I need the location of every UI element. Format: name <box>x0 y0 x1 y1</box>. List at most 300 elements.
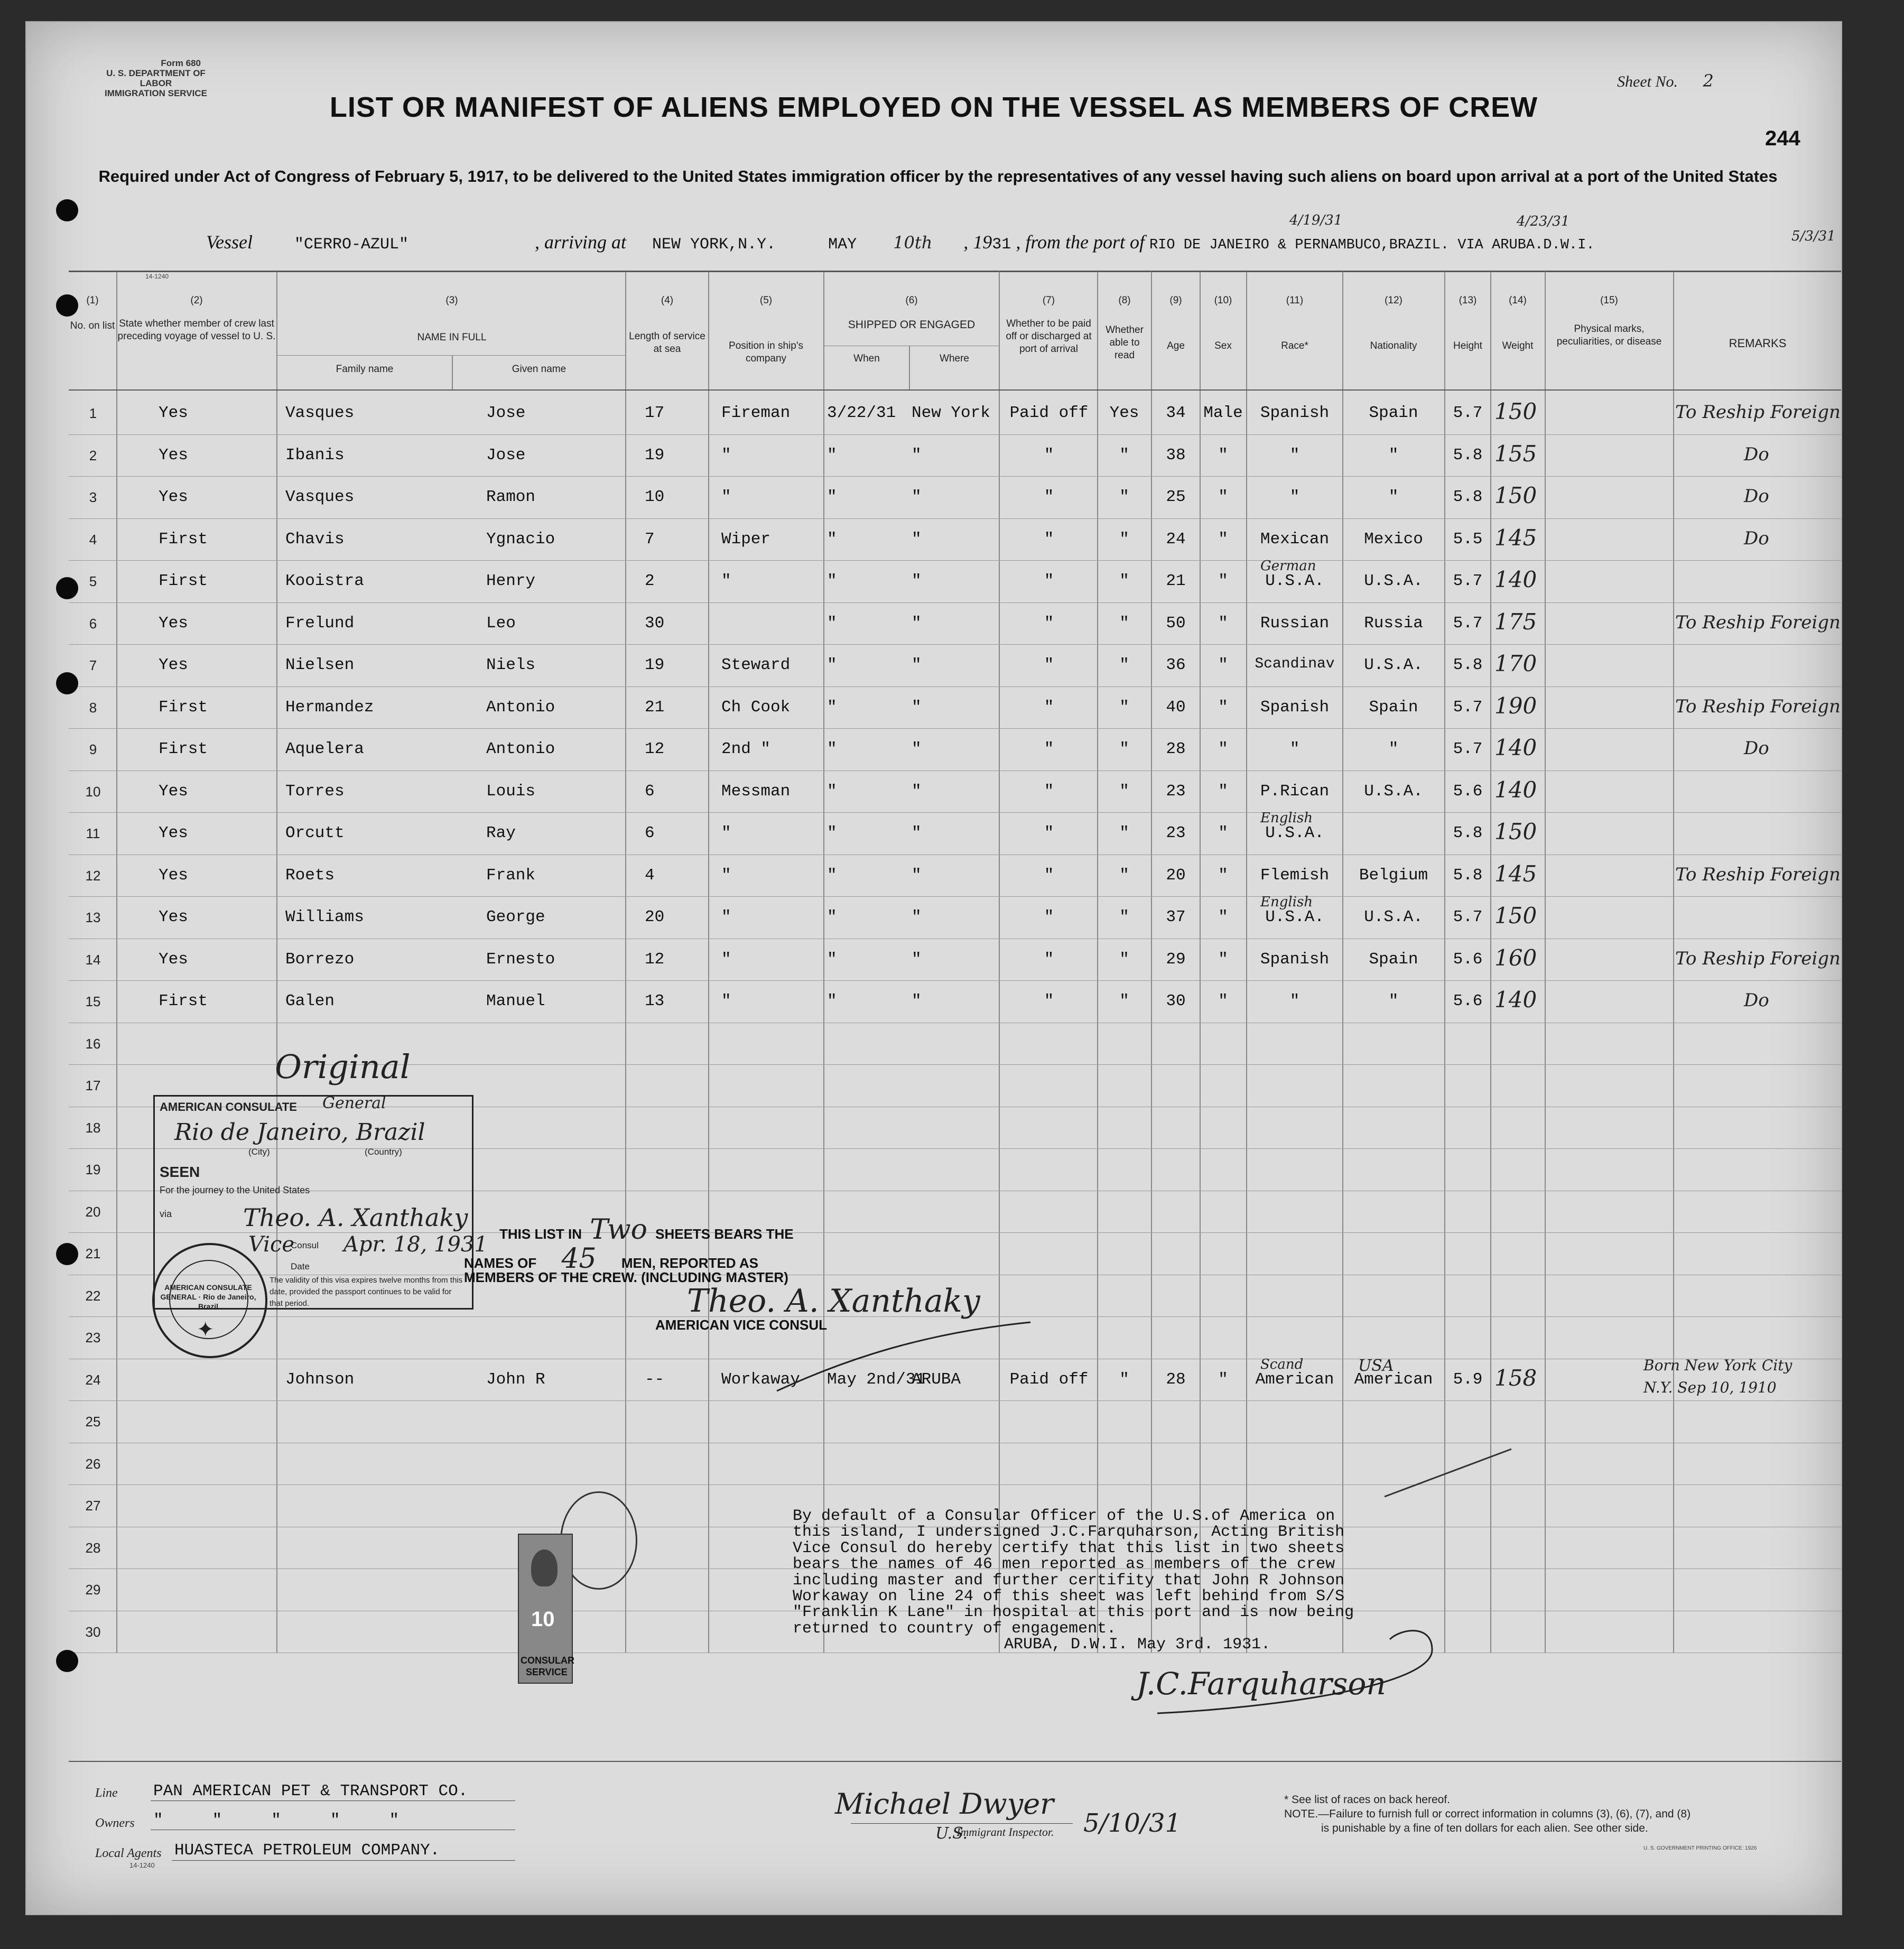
cell-nat: U.S.A. <box>1364 782 1423 801</box>
certification-line: bears the names of 46 men reported as members of the crew <box>793 1555 1335 1574</box>
cell-remarks: Do <box>1744 486 1769 507</box>
cell-where: " <box>912 866 922 885</box>
cell-read: " <box>1119 446 1129 465</box>
col-label-nationality: Nationality <box>1370 340 1417 351</box>
col-num-11: (11) <box>1286 295 1304 306</box>
cell-height: 5.6 <box>1453 950 1483 969</box>
cell-age: 40 <box>1166 698 1186 717</box>
cell-family: Vasques <box>285 404 355 422</box>
cell-age: 24 <box>1166 530 1186 549</box>
row-rule <box>69 644 1841 645</box>
col-header-previous-voyage <box>117 294 276 343</box>
column-rule <box>1545 272 1546 1653</box>
row-number: 24 <box>85 1371 101 1388</box>
owners-label: Owners <box>95 1816 135 1830</box>
cell-paid: " <box>1044 908 1054 926</box>
column-rule <box>1673 272 1674 1653</box>
cell-weight: 170 <box>1494 651 1537 676</box>
cell-where: " <box>912 782 922 801</box>
row-number: 28 <box>85 1539 101 1556</box>
cell-remarks: Born New York City N.Y. Sep 10, 1910 <box>1643 1356 1792 1396</box>
row-rule <box>69 476 1841 477</box>
cell-read: " <box>1119 698 1129 717</box>
cell-position: " <box>721 992 731 1010</box>
page-title: LIST OR MANIFEST OF ALIENS EMPLOYED ON THE VESSEL AS MEMBERS OF CREW <box>329 91 1538 123</box>
cell-height: 5.5 <box>1453 530 1483 549</box>
col-header-sex <box>1201 294 1246 352</box>
cell-family: Torres <box>285 782 345 801</box>
cell-when: " <box>827 908 837 926</box>
cell-read: " <box>1119 782 1129 801</box>
cell-weight: 150 <box>1494 482 1537 508</box>
cell-read: Yes <box>1109 404 1139 422</box>
row-number: 29 <box>85 1582 101 1598</box>
col-num-2: (2) <box>190 295 203 306</box>
cell-sex: " <box>1218 698 1228 717</box>
service-name: IMMIGRATION SERVICE <box>105 88 207 98</box>
col-label-remarks: REMARKS <box>1729 337 1787 350</box>
cell-where: New York <box>912 404 990 422</box>
cell-given: Jose <box>486 446 526 465</box>
cell-given: Manuel <box>486 992 545 1010</box>
inspector-underline <box>851 1823 1073 1824</box>
cell-where: " <box>912 992 922 1010</box>
sheets-part4: MEN, REPORTED AS <box>621 1255 758 1271</box>
cell-paid: Paid off <box>1009 404 1089 422</box>
cell-family: Hermandez <box>285 698 374 717</box>
cell-height: 5.7 <box>1453 614 1483 633</box>
cell-remarks: Do <box>1744 990 1769 1011</box>
cell-family: Chavis <box>285 530 345 549</box>
row-number: 15 <box>85 994 101 1009</box>
printer-credit: U. S. GOVERNMENT PRINTING OFFICE: 1926 <box>1643 1845 1757 1851</box>
row-rule <box>69 686 1841 687</box>
cell-age: 37 <box>1166 908 1186 926</box>
cell-paid: " <box>1044 698 1054 717</box>
cell-height: 5.8 <box>1453 824 1483 842</box>
column-rule <box>708 272 709 1653</box>
cell-read: " <box>1119 530 1129 549</box>
cell-sex: " <box>1218 950 1228 969</box>
row-number: 13 <box>85 909 101 925</box>
cell-race: U.S.A. <box>1265 908 1324 926</box>
cell-height: 5.8 <box>1453 656 1483 674</box>
portrait-icon <box>531 1549 558 1586</box>
vice-consul-title: AMERICAN VICE CONSUL <box>655 1317 828 1333</box>
row-number: 30 <box>85 1623 101 1640</box>
stamp-via: via <box>160 1209 172 1219</box>
col-label-physical-marks: Physical marks, peculiarities, or disease <box>1556 323 1662 347</box>
cell-family: Orcutt <box>285 824 345 842</box>
cell-given: George <box>486 908 545 926</box>
cell-height: 5.7 <box>1453 740 1483 758</box>
stamp-city-label: (City) <box>248 1147 270 1157</box>
footnote-penalty-2: is punishable by a fine of ten dollars for each alien. See other side. <box>1321 1822 1648 1834</box>
cell-when: " <box>827 446 837 465</box>
cell-sex: Male <box>1203 404 1243 422</box>
cell-weight: 145 <box>1494 860 1537 887</box>
cell-family: Roets <box>285 866 335 885</box>
cell-race: " <box>1289 740 1300 758</box>
cell-prev: Yes <box>159 614 188 633</box>
certification-place-date: ARUBA, D.W.I. May 3rd. 1931. <box>1004 1636 1271 1654</box>
cell-prev: Yes <box>159 782 188 801</box>
cell-service: 12 <box>645 950 665 969</box>
cell-sex: " <box>1218 656 1228 674</box>
header-bottom-rule <box>69 389 1841 391</box>
line-label: Line <box>95 1786 118 1800</box>
cell-when: " <box>827 950 837 969</box>
col-header-weight <box>1491 294 1544 352</box>
col-label-when: When <box>853 353 880 364</box>
stamp-consul-label: Consul <box>291 1240 319 1250</box>
cell-service: 2 <box>645 572 655 590</box>
row-rule <box>69 812 1841 813</box>
cell-weight: 145 <box>1494 524 1537 551</box>
agents-underline <box>172 1860 515 1861</box>
row-number: 3 <box>89 489 97 505</box>
col-label-read: Whether able to read <box>1106 324 1144 361</box>
cell-service: 10 <box>645 488 665 506</box>
cell-service: 30 <box>645 614 665 633</box>
cell-service: 4 <box>645 866 655 885</box>
row-number: 18 <box>85 1119 101 1136</box>
col-header-name <box>277 294 626 344</box>
cell-prev: Yes <box>159 866 188 885</box>
cell-height: 5.8 <box>1453 488 1483 506</box>
cell-position: Wiper <box>721 530 771 549</box>
cell-read: " <box>1119 572 1129 590</box>
cell-when: " <box>827 614 837 633</box>
cell-race: American <box>1255 1370 1334 1389</box>
header-top-rule <box>69 271 1841 272</box>
cell-weight: 190 <box>1494 692 1537 719</box>
col-header-age <box>1152 294 1200 352</box>
cell-paid: " <box>1044 992 1054 1010</box>
cell-race: Spanish <box>1260 950 1330 969</box>
cell-family: Williams <box>285 908 364 926</box>
cell-given: Henry <box>486 572 536 590</box>
col-label-weight: Weight <box>1502 340 1534 351</box>
print-code-top: 14-1240 <box>145 273 169 280</box>
departure-port: RIO DE JANEIRO & PERNAMBUCO,BRAZIL. VIA ARUBA.D.W.I. <box>1149 237 1595 253</box>
cell-where: " <box>912 614 922 633</box>
col-num-5: (5) <box>759 295 773 306</box>
cell-age: 38 <box>1166 446 1186 465</box>
cell-paid: " <box>1044 656 1054 674</box>
cell-height: 5.8 <box>1453 446 1483 465</box>
footer-rule <box>69 1761 1841 1762</box>
year-prefix: , 19 <box>963 231 992 253</box>
row-number: 25 <box>85 1414 101 1430</box>
cell-race: P.Rican <box>1260 782 1330 801</box>
col-num-6: (6) <box>905 295 918 306</box>
column-rule <box>116 272 117 1653</box>
nationality-annotation: USA <box>1358 1356 1394 1375</box>
cell-read: " <box>1119 866 1129 885</box>
col-header-paid-off <box>1000 294 1098 356</box>
row-rule <box>69 728 1841 729</box>
print-code-bottom: 14-1240 <box>129 1861 155 1869</box>
certification-line: Workaway on line 24 of this sheet was left behind from S/S <box>793 1588 1345 1606</box>
cell-when: " <box>827 530 837 549</box>
certification-line: By default of a Consular Officer of the U.S.of America on <box>793 1507 1335 1525</box>
cell-when: 3/22/31 <box>827 404 896 422</box>
cell-prev: First <box>159 530 208 549</box>
cell-age: 28 <box>1166 1370 1186 1389</box>
footnote-races: * See list of races on back hereof. <box>1284 1794 1451 1806</box>
col-label-family-name: Family name <box>336 364 394 375</box>
arrival-year: 31 <box>992 236 1011 254</box>
signature-loop <box>1136 1618 1453 1724</box>
cell-when: " <box>827 824 837 842</box>
cell-given: Ramon <box>486 488 536 506</box>
cell-nat: " <box>1388 446 1399 465</box>
manifest-sheet <box>25 21 1842 1915</box>
stamp-place-handwriting: Rio de Janeiro, Brazil <box>174 1119 425 1146</box>
col-label-service: Length of service at sea <box>629 331 705 355</box>
row-number: 21 <box>85 1246 101 1261</box>
farquharson-signature: J.C.Farquharson <box>1136 1666 1386 1702</box>
cell-where: " <box>912 908 922 926</box>
stamp-header-handwriting: General <box>322 1094 386 1112</box>
col-num-3: (3) <box>445 295 458 306</box>
cell-paid: " <box>1044 488 1054 506</box>
row-number: 16 <box>85 1035 101 1052</box>
cell-nat: U.S.A. <box>1364 572 1423 590</box>
cell-remarks: To Reship Foreign <box>1675 695 1841 717</box>
certification-line: "Franklin K Lane" in hospital at this port and is now being <box>793 1603 1354 1622</box>
col-label-where: Where <box>940 353 969 364</box>
certification-line: Vice Consul do hereby certify that this list in two sheets <box>793 1539 1345 1557</box>
col-header-service <box>626 294 708 356</box>
cell-nat: Mexico <box>1364 530 1423 549</box>
cell-given: Frank <box>486 866 536 885</box>
where-divider <box>909 346 910 389</box>
cell-remarks: Do <box>1744 527 1769 549</box>
cell-height: 5.9 <box>1453 1370 1483 1389</box>
cell-weight: 140 <box>1494 776 1537 803</box>
cell-sex: " <box>1218 992 1228 1010</box>
cell-remarks: To Reship Foreign <box>1675 864 1841 885</box>
race-annotation: English <box>1260 894 1313 910</box>
stamp-validity: The validity of this visa expires twelve months from this date, provided the passport continues to be valid for that period. <box>270 1276 463 1308</box>
cell-age: 23 <box>1166 782 1186 801</box>
cell-race: " <box>1289 446 1300 465</box>
vessel-name: "CERRO-AZUL" <box>294 236 409 254</box>
arrival-month: MAY <box>828 236 857 254</box>
stamp-country-label: (Country) <box>365 1147 402 1157</box>
certification-line: this island, I undersigned J.C.Farquharson, Acting British <box>793 1523 1345 1542</box>
cell-height: 5.8 <box>1453 866 1483 885</box>
cell-prev: First <box>159 992 208 1010</box>
cell-race: Russian <box>1260 614 1330 633</box>
sheet-number-field <box>1617 71 1714 91</box>
cell-race: " <box>1289 488 1300 506</box>
cell-paid: " <box>1044 446 1054 465</box>
inspector-label: Immigrant Inspector. <box>956 1825 1054 1839</box>
cell-height: 5.7 <box>1453 698 1483 717</box>
cell-family: Frelund <box>285 614 355 633</box>
cell-weight: 158 <box>1494 1365 1537 1391</box>
cell-paid: Paid off <box>1009 1370 1089 1389</box>
diagonal-mark <box>1379 1444 1517 1502</box>
cell-position: " <box>721 908 731 926</box>
cell-height: 5.6 <box>1453 782 1483 801</box>
cell-prev: Yes <box>159 656 188 674</box>
cell-read: " <box>1119 614 1129 633</box>
cell-family: Galen <box>285 992 335 1010</box>
cell-given: Antonio <box>486 740 555 758</box>
col-header-shipped <box>824 294 999 331</box>
cell-when: " <box>827 572 837 590</box>
cell-nat: " <box>1388 740 1399 758</box>
cell-sex: " <box>1218 446 1228 465</box>
row-number: 27 <box>85 1498 101 1514</box>
col-header-physical-marks <box>1546 294 1673 348</box>
cell-when: " <box>827 866 837 885</box>
cell-position: Workaway <box>721 1370 800 1389</box>
cell-read: " <box>1119 740 1129 758</box>
cell-where: " <box>912 698 922 717</box>
cell-position: " <box>721 446 731 465</box>
cell-prev: First <box>159 740 208 758</box>
cell-given: Antonio <box>486 698 555 717</box>
row-number: 7 <box>89 657 97 673</box>
department-name: U. S. DEPARTMENT OF LABOR <box>106 68 206 88</box>
row-number: 11 <box>86 825 100 841</box>
cell-paid: " <box>1044 614 1054 633</box>
men-count-handwriting: 45 <box>561 1243 597 1275</box>
cell-prev: Yes <box>159 446 188 465</box>
cell-when: " <box>827 782 837 801</box>
cell-age: 36 <box>1166 656 1186 674</box>
cell-service: 6 <box>645 824 655 842</box>
cell-given: Niels <box>486 656 536 674</box>
row-rule <box>69 1484 1841 1485</box>
row-number: 12 <box>85 867 101 884</box>
cell-height: 5.7 <box>1453 908 1483 926</box>
cell-race: U.S.A. <box>1265 572 1324 590</box>
stamp-label-1: CONSULAR <box>521 1655 574 1666</box>
cell-read: " <box>1119 656 1129 674</box>
cell-race: Scandinav <box>1255 656 1335 672</box>
cell-family: Borrezo <box>285 950 355 969</box>
column-rule <box>999 272 1000 1653</box>
cell-remarks: To Reship Foreign <box>1675 611 1841 633</box>
row-number: 5 <box>89 573 97 589</box>
stamp-signature: Theo. A. Xanthaky <box>243 1203 468 1232</box>
row-number: 22 <box>85 1287 101 1304</box>
cell-sex: " <box>1218 1370 1228 1389</box>
cell-position: " <box>721 950 731 969</box>
form-number: Form 680 <box>161 58 201 68</box>
sheets-statement-line1 <box>499 1214 794 1246</box>
cell-race: " <box>1289 992 1300 1010</box>
cell-service: 20 <box>645 908 665 926</box>
col-header-position <box>709 294 823 365</box>
from-label: , from the port of <box>1016 231 1145 253</box>
owners-value: " " " " " <box>153 1811 400 1830</box>
cell-paid: " <box>1044 824 1054 842</box>
sheet-label: Sheet No. <box>1617 73 1678 90</box>
cell-where: " <box>912 740 922 758</box>
cell-paid: " <box>1044 950 1054 969</box>
race-annotation: German <box>1260 558 1316 574</box>
cell-prev: First <box>159 698 208 717</box>
inspector-us: U.S. <box>935 1824 968 1843</box>
cell-weight: 160 <box>1494 944 1537 971</box>
cell-when: May 2nd/31 <box>827 1370 926 1389</box>
cell-where: " <box>912 530 922 549</box>
signature-flourish <box>766 1312 1041 1396</box>
stamp-label-2: SERVICE <box>526 1667 568 1677</box>
cell-prev: Yes <box>159 824 188 842</box>
punch-hole <box>56 199 78 221</box>
punch-hole <box>56 577 78 599</box>
cell-given: Louis <box>486 782 536 801</box>
stamp-seen: SEEN <box>160 1164 200 1180</box>
cell-nat: Spain <box>1369 404 1418 422</box>
cell-height: 5.6 <box>1453 992 1483 1010</box>
punch-hole <box>56 1243 78 1265</box>
cell-age: 34 <box>1166 404 1186 422</box>
cell-where: " <box>912 656 922 674</box>
cell-sex: " <box>1218 614 1228 633</box>
vessel-line <box>206 231 1823 254</box>
cell-height: 5.7 <box>1453 404 1483 422</box>
row-number: 23 <box>85 1330 101 1345</box>
col-label-paid-off: Whether to be paid off or discharged at port of arrival <box>1006 318 1092 355</box>
cell-nat: Spain <box>1369 950 1418 969</box>
cell-age: 21 <box>1166 572 1186 590</box>
cell-family: Johnson <box>285 1370 355 1389</box>
row-rule <box>69 1400 1841 1401</box>
punch-hole <box>56 672 78 694</box>
cell-service: -- <box>645 1370 665 1389</box>
cell-prev: Yes <box>159 908 188 926</box>
cell-prev: Yes <box>159 488 188 506</box>
column-rule <box>1097 272 1098 1653</box>
cell-position: " <box>721 824 731 842</box>
col-num-8: (8) <box>1118 295 1131 306</box>
cell-sex: " <box>1218 824 1228 842</box>
col-label-no: No. on list <box>70 320 115 331</box>
line-value: PAN AMERICAN PET & TRANSPORT CO. <box>153 1782 468 1800</box>
cell-service: 19 <box>645 656 665 674</box>
cell-race: Spanish <box>1260 698 1330 717</box>
stamp-date-label: Date <box>291 1261 310 1272</box>
cell-age: 30 <box>1166 992 1186 1010</box>
row-number: 4 <box>89 531 97 547</box>
cell-when: " <box>827 698 837 717</box>
agents-value: HUASTECA PETROLEUM COMPANY. <box>174 1841 440 1860</box>
row-number: 2 <box>89 447 97 463</box>
certification-line: including master and further certifity that John R Johnson <box>793 1571 1345 1590</box>
col-num-14: (14) <box>1509 295 1527 306</box>
race-annotation: Scand <box>1260 1356 1304 1372</box>
cell-position: " <box>721 572 731 590</box>
cell-age: 28 <box>1166 740 1186 758</box>
sheets-statement-line3: MEMBERS OF THE CREW. (INCLUDING MASTER) <box>464 1269 788 1285</box>
page-number: 244 <box>1765 127 1800 150</box>
cell-nat: U.S.A. <box>1364 656 1423 674</box>
row-rule <box>69 602 1841 603</box>
cell-race: U.S.A. <box>1265 824 1324 842</box>
col-header-height <box>1445 294 1490 352</box>
cell-age: 20 <box>1166 866 1186 885</box>
cell-position: 2nd " <box>721 740 771 758</box>
